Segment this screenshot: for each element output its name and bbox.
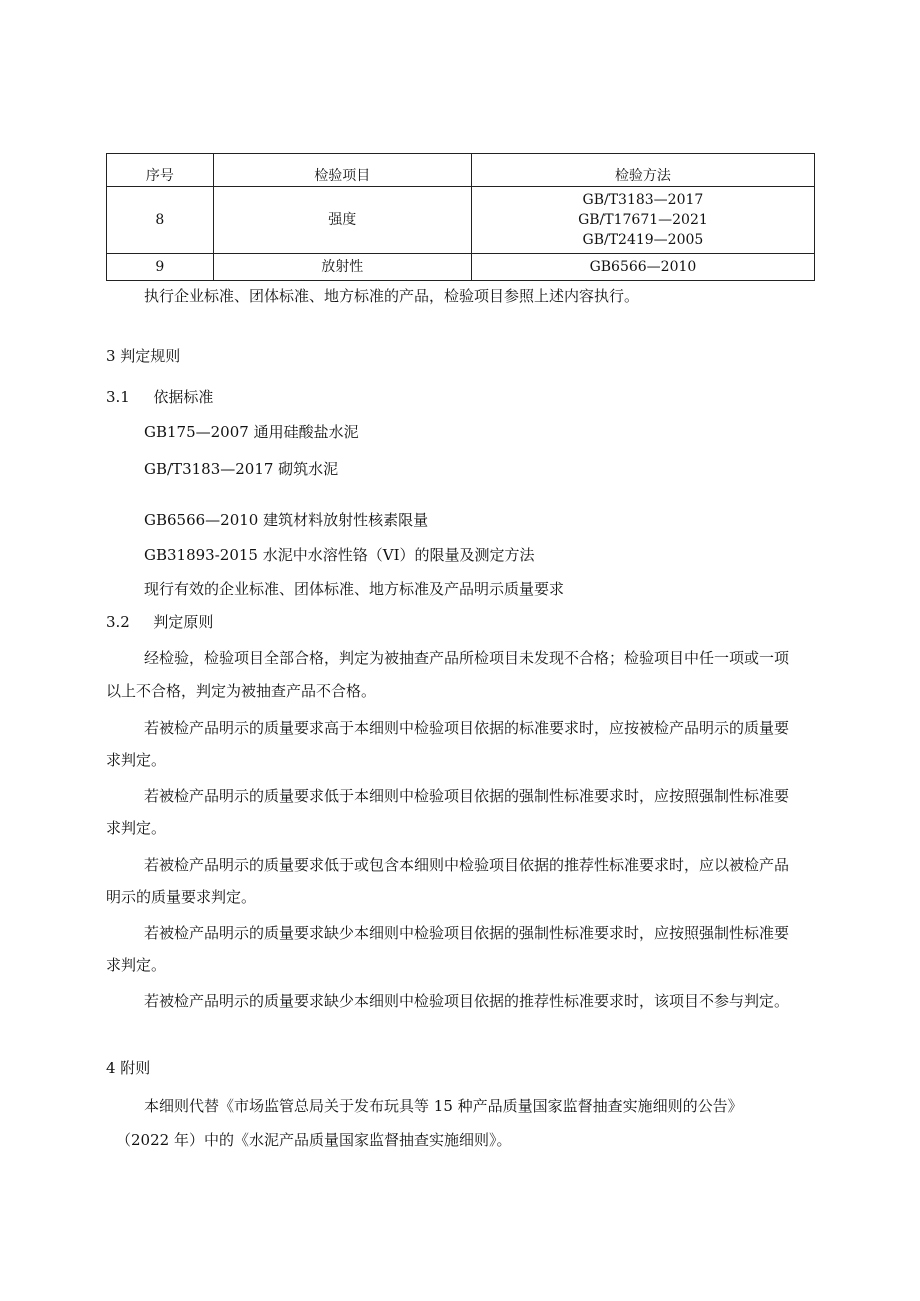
table-note: 执行企业标准、团体标准、地方标准的产品，检验项目参照上述内容执行。 bbox=[144, 287, 640, 305]
section-3-2-title: 判定原则 bbox=[153, 613, 214, 631]
method-line: GB/T17671—2021 bbox=[578, 212, 708, 228]
paragraph-line: 若被检产品明示的质量要求高于本细则中检验项目依据的标准要求时，应按被检产品明示的质量要 bbox=[144, 719, 790, 737]
inspection-table bbox=[106, 153, 815, 281]
standard-item: GB175—2007 通用硅酸盐水泥 bbox=[144, 423, 359, 441]
header-item: 检验项目 bbox=[213, 154, 471, 187]
row-methods bbox=[471, 187, 814, 254]
row-item: 放射性 bbox=[213, 254, 471, 281]
section-3-1-title: 依据标准 bbox=[153, 388, 214, 406]
row-item: 强度 bbox=[213, 187, 471, 254]
standard-item: GB31893-2015 水泥中水溶性铬（VI）的限量及测定方法 bbox=[144, 546, 535, 564]
row-methods bbox=[471, 254, 814, 281]
section-4-title: 4 附则 bbox=[106, 1059, 151, 1077]
row-no: 9 bbox=[107, 254, 214, 281]
section-3-1-heading bbox=[106, 387, 213, 407]
paragraph-line: 求判定。 bbox=[106, 751, 167, 769]
standard-item: GB/T3183—2017 砌筑水泥 bbox=[144, 460, 339, 478]
paragraph-line: 以上不合格，判定为被抽查产品不合格。 bbox=[106, 682, 377, 700]
paragraph-line: 若被检产品明示的质量要求低于本细则中检验项目依据的强制性标准要求时，应按照强制性标准要 bbox=[144, 787, 790, 805]
table-row bbox=[107, 187, 815, 254]
paragraph-line: 若被检产品明示的质量要求缺少本细则中检验项目依据的推荐性标准要求时，该项目不参与判定。 bbox=[144, 992, 790, 1010]
section-3-title: 3 判定规则 bbox=[106, 347, 181, 365]
standard-item: GB6566—2010 建筑材料放射性核素限量 bbox=[144, 511, 429, 529]
header-method: 检验方法 bbox=[471, 154, 814, 187]
paragraph-line: （2022 年）中的《水泥产品质量国家监督抽查实施细则》。 bbox=[116, 1131, 512, 1149]
paragraph-line: 若被检产品明示的质量要求缺少本细则中检验项目依据的强制性标准要求时，应按照强制性标准要 bbox=[144, 924, 790, 942]
paragraph-line: 若被检产品明示的质量要求低于或包含本细则中检验项目依据的推荐性标准要求时，应以被检产品 bbox=[144, 856, 790, 874]
table-row bbox=[107, 254, 815, 281]
section-3-2-num: 3.2 bbox=[106, 613, 130, 631]
method-line: GB/T2419—2005 bbox=[582, 232, 704, 248]
standard-item: 现行有效的企业标准、团体标准、地方标准及产品明示质量要求 bbox=[144, 580, 565, 598]
section-3-2-heading bbox=[106, 612, 213, 632]
section-3-1-num: 3.1 bbox=[106, 388, 130, 406]
paragraph-line: 求判定。 bbox=[106, 956, 167, 974]
row-no: 8 bbox=[107, 187, 214, 254]
paragraph-line: 求判定。 bbox=[106, 819, 167, 837]
table-header-row bbox=[107, 154, 815, 187]
paragraph-line: 经检验，检验项目全部合格，判定为被抽查产品所检项目未发现不合格；检验项目中任一项或一项 bbox=[144, 649, 790, 667]
paragraph-line: 本细则代替《市场监管总局关于发布玩具等 15 种产品质量国家监督抽查实施细则的公告》 bbox=[144, 1097, 743, 1115]
header-no: 序号 bbox=[107, 154, 214, 187]
method-line: GB6566—2010 bbox=[589, 259, 697, 275]
paragraph-line: 明示的质量要求判定。 bbox=[106, 888, 257, 906]
method-line: GB/T3183—2017 bbox=[582, 192, 704, 208]
